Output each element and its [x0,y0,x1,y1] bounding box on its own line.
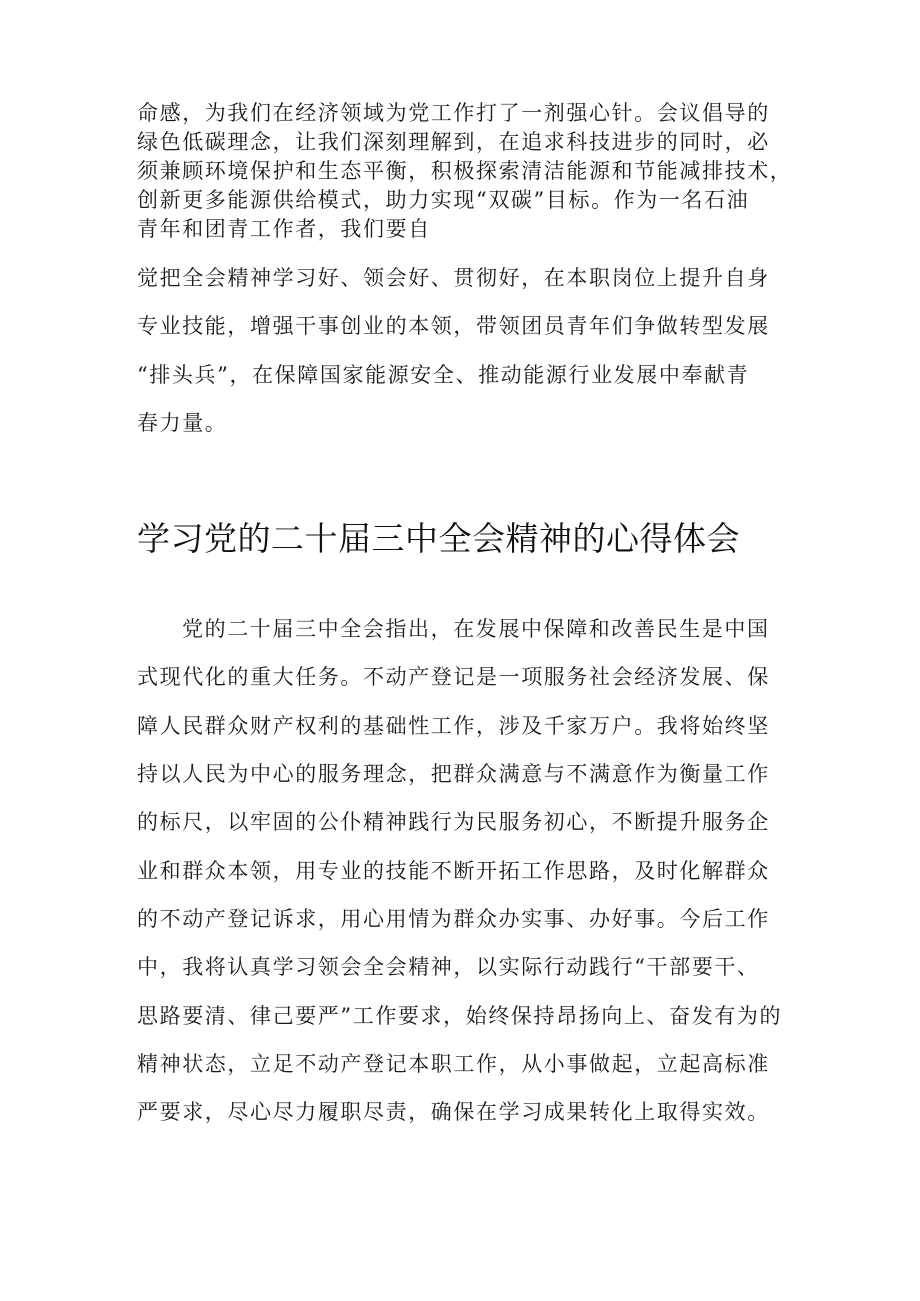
section-title: 学习党的二十届三中全会精神的心得体会 [137,519,740,558]
paragraph-line: 持以人民为中心的服务理念，把群众满意与不满意作为衡量工作 [137,762,770,786]
paragraph-line: 中，我将认真学习领会全会精神，以实际行动践行“干部要干、 [137,955,760,979]
paragraph-line: 创新更多能源供给模式，助力实现“双碳”目标。作为一名石油 [137,188,750,212]
paragraph-line: 严要求，尽心尽力履职尽责，确保在学习成果转化上取得实效。 [137,1100,770,1124]
paragraph-line: 思路要清、律己要严”工作要求，始终保持昂扬向上、奋发有为的 [137,1004,783,1028]
paragraph-line: 春力量。 [137,411,228,435]
paragraph-line: 业和群众本领，用专业的技能不断开拓工作思路，及时化解群众 [137,859,770,883]
paragraph-line: 的不动产登记诉求，用心用情为群众办实事、办好事。今后工作 [137,907,770,931]
paragraph-line: 式现代化的重大任务。不动产登记是一项服务社会经济发展、保 [137,665,770,689]
paragraph-line: 绿色低碳理念，让我们深刻理解到，在追求科技进步的同时，必 [137,130,770,154]
paragraph-line: 须兼顾环境保护和生态平衡，积极探索清洁能源和节能减排技术， [137,159,793,183]
paragraph-line: 命感，为我们在经济领域为党工作打了一剂强心针。会议倡导的 [137,101,770,125]
paragraph-line: 精神状态，立足不动产登记本职工作，从小事做起，立起高标准 [137,1052,770,1076]
paragraph-line: 专业技能，增强干事创业的本领，带领团员青年们争做转型发展 [137,314,770,338]
paragraph-line: “排头兵”，在保障国家能源安全、推动能源行业发展中奉献青 [137,363,750,387]
paragraph-line: 觉把全会精神学习好、领会好、贯彻好，在本职岗位上提升自身 [137,266,770,290]
paragraph-line: 青年和团青工作者，我们要自 [137,217,431,241]
paragraph-line: 障人民群众财产权利的基础性工作，涉及千家万户。我将始终坚 [137,714,770,738]
paragraph-line: 的标尺，以牢固的公仆精神践行为民服务初心，不断提升服务企 [137,810,770,834]
paragraph-line: 党的二十届三中全会指出，在发展中保障和改善民生是中国 [182,617,770,641]
